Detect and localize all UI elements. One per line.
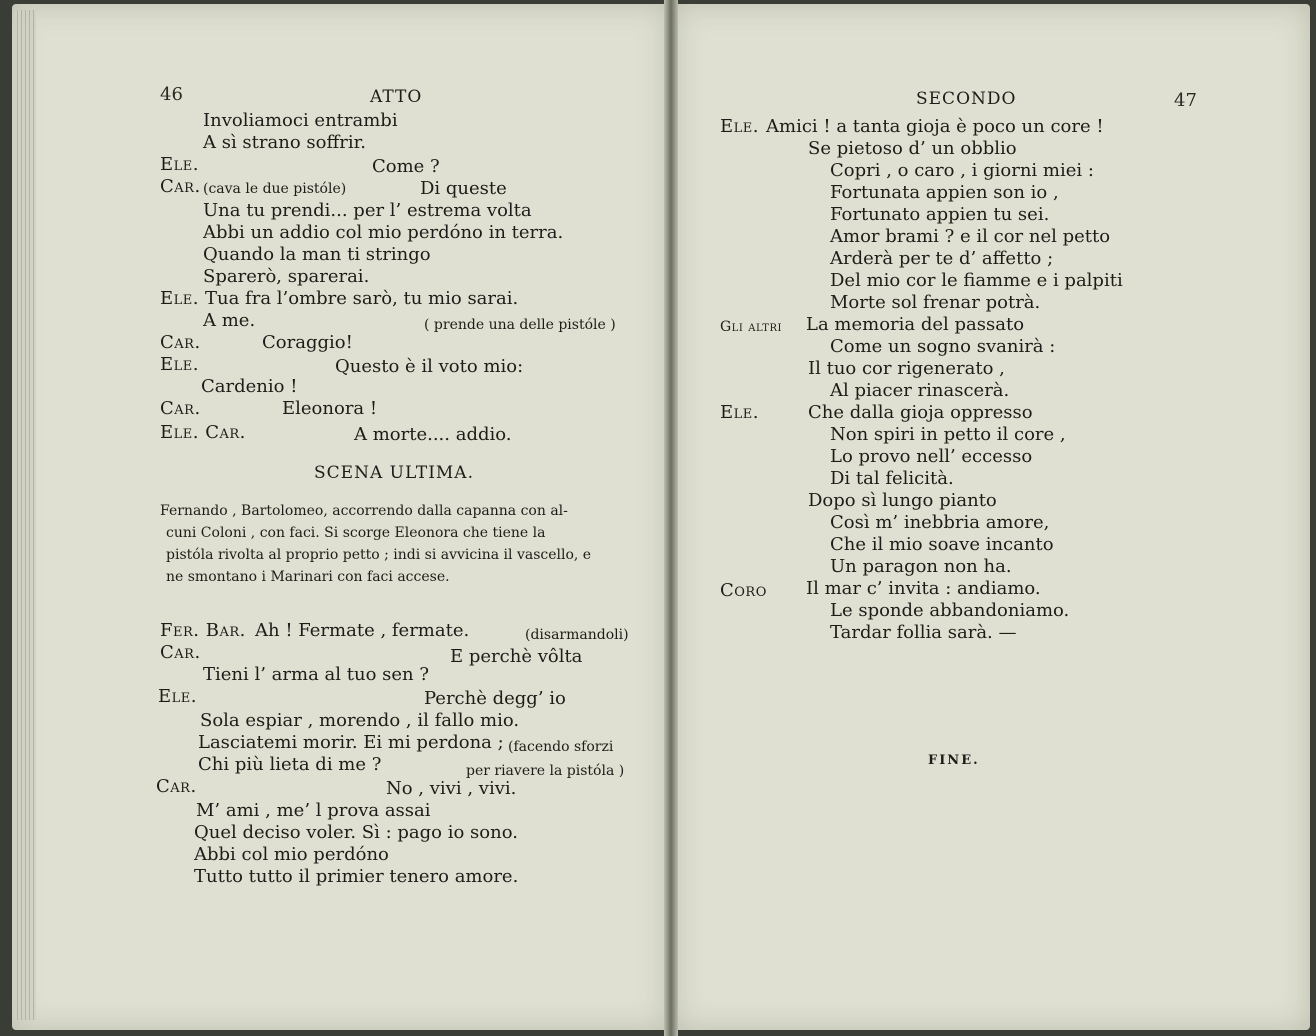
verse-line: Come ? bbox=[372, 156, 440, 177]
verse-line: Abbi col mio perdóno bbox=[194, 844, 389, 865]
page-number-left: 46 bbox=[160, 84, 183, 105]
running-head-right: SECONDO bbox=[916, 89, 1017, 109]
verse-line: Amici ! a tanta gioja è poco un core ! bbox=[766, 116, 1104, 137]
verse-line: Se pietoso d’ un obblio bbox=[808, 138, 1017, 159]
verse-line: Sparerò, sparerai. bbox=[203, 266, 370, 287]
stage-direction: (disarmandoli) bbox=[525, 627, 629, 643]
stage-direction-line: pistóla rivolta al proprio petto ; indi si avvicina il vascello, e bbox=[166, 547, 592, 563]
verse-line: Una tu prendi... per l’ estrema volta bbox=[203, 200, 532, 221]
verse-line: Il mar c’ invita : andiamo. bbox=[806, 578, 1041, 599]
verse-line: Così m’ inebbria amore, bbox=[830, 512, 1050, 533]
verse-line: Abbi un addio col mio perdóno in terra. bbox=[203, 222, 564, 243]
speaker-label: Car. bbox=[160, 398, 201, 419]
verse-line: Chi più lieta di me ? bbox=[198, 754, 382, 775]
verse-line: Il tuo cor rigenerato , bbox=[808, 358, 1005, 379]
end-mark: FINE. bbox=[928, 753, 980, 768]
book-gutter bbox=[664, 0, 678, 1036]
verse-line: No , vivi , vivi. bbox=[386, 778, 517, 799]
verse-line: Coraggio! bbox=[262, 332, 353, 353]
verse-line: Sola espiar , morendo , il fallo mio. bbox=[200, 710, 520, 731]
verse-line: Come un sogno svanirà : bbox=[830, 336, 1056, 357]
verse-line: Che il mio soave incanto bbox=[830, 534, 1054, 555]
verse-line: Fortunata appien son io , bbox=[830, 182, 1059, 203]
verse-line: Tieni l’ arma al tuo sen ? bbox=[203, 664, 429, 685]
speaker-label: Fer. Bar. bbox=[160, 620, 246, 641]
verse-line: Che dalla gioja oppresso bbox=[808, 402, 1033, 423]
running-head-left: ATTO bbox=[370, 87, 423, 107]
stage-direction-line: Fernando , Bartolomeo, accorrendo dalla capanna con al- bbox=[160, 503, 568, 519]
verse-line: Copri , o caro , i giorni miei : bbox=[830, 160, 1094, 181]
speaker-label: Coro bbox=[720, 580, 767, 601]
speaker-label: Ele. bbox=[160, 288, 199, 309]
verse-line: Al piacer rinascerà. bbox=[830, 380, 1010, 401]
speaker-label: Ele. bbox=[158, 686, 197, 707]
verse-line: Di queste bbox=[420, 178, 507, 199]
verse-line: La memoria del passato bbox=[806, 314, 1025, 335]
verse-line: E perchè vôlta bbox=[450, 646, 583, 667]
speaker-label: Ele. bbox=[160, 154, 199, 175]
verse-line: Le sponde abbandoniamo. bbox=[830, 600, 1070, 621]
verse-line: Questo è il voto mio: bbox=[335, 356, 524, 377]
scene-title: SCENA ULTIMA. bbox=[314, 463, 474, 483]
stage-direction: (cava le due pistóle) bbox=[203, 181, 347, 197]
verse-line: Di tal felicità. bbox=[830, 468, 954, 489]
verse-line: Dopo sì lungo pianto bbox=[808, 490, 997, 511]
verse-line: Cardenio ! bbox=[201, 376, 298, 397]
verse-line: Perchè degg’ io bbox=[424, 688, 566, 709]
speaker-label: Ele. Car. bbox=[160, 422, 246, 443]
stage-direction: ( prende una delle pistóle ) bbox=[424, 317, 616, 333]
verse-line: Un paragon non ha. bbox=[830, 556, 1012, 577]
verse-line: Morte sol frenar potrà. bbox=[830, 292, 1041, 313]
verse-line: Tardar follia sarà. — bbox=[830, 622, 1017, 643]
verse-line: Amor brami ? e il cor nel petto bbox=[830, 226, 1111, 247]
verse-line: Del mio cor le fiamme e i palpiti bbox=[830, 270, 1123, 291]
page-edges bbox=[14, 10, 36, 1020]
verse-line: Tua fra l’ombre sarò, tu mio sarai. bbox=[205, 288, 519, 309]
verse-line: Tutto tutto il primier tenero amore. bbox=[194, 866, 519, 887]
verse-line: A me. bbox=[203, 310, 256, 331]
verse-line: Non spiri in petto il core , bbox=[830, 424, 1066, 445]
speaker-label: Car. bbox=[160, 332, 201, 353]
verse-line: Fortunato appien tu sei. bbox=[830, 204, 1050, 225]
speaker-label: Gli altri bbox=[720, 319, 782, 335]
verse-line: Involiamoci entrambi bbox=[203, 110, 398, 131]
speaker-label: Ele. bbox=[720, 402, 759, 423]
speaker-label: Car. bbox=[160, 642, 201, 663]
verse-line: Quando la man ti stringo bbox=[203, 244, 431, 265]
verse-line: A morte.... addio. bbox=[354, 424, 512, 445]
verse-line: Ah ! Fermate , fermate. bbox=[255, 620, 470, 641]
verse-line: Lasciatemi morir. Ei mi perdona ; bbox=[198, 732, 504, 753]
stage-direction: per riavere la pistóla ) bbox=[466, 763, 625, 779]
verse-line: Quel deciso voler. Sì : pago io sono. bbox=[194, 822, 518, 843]
speaker-label: Car. bbox=[160, 176, 201, 197]
speaker-label: Ele. bbox=[160, 354, 199, 375]
stage-direction-line: ne smontano i Marinari con faci accese. bbox=[166, 569, 450, 585]
page-number-right: 47 bbox=[1174, 90, 1197, 111]
verse-line: Eleonora ! bbox=[282, 398, 378, 419]
stage-direction: (facendo sforzi bbox=[508, 739, 614, 755]
speaker-label: Ele. bbox=[720, 116, 759, 137]
verse-line: Arderà per te d’ affetto ; bbox=[830, 248, 1054, 269]
verse-line: Lo provo nell’ eccesso bbox=[830, 446, 1033, 467]
verse-line: A sì strano soffrir. bbox=[203, 132, 366, 153]
speaker-label: Car. bbox=[156, 776, 197, 797]
stage-direction-line: cuni Coloni , con faci. Si scorge Eleonora che tiene la bbox=[166, 525, 546, 541]
verse-line: M’ ami , me’ l prova assai bbox=[196, 800, 431, 821]
